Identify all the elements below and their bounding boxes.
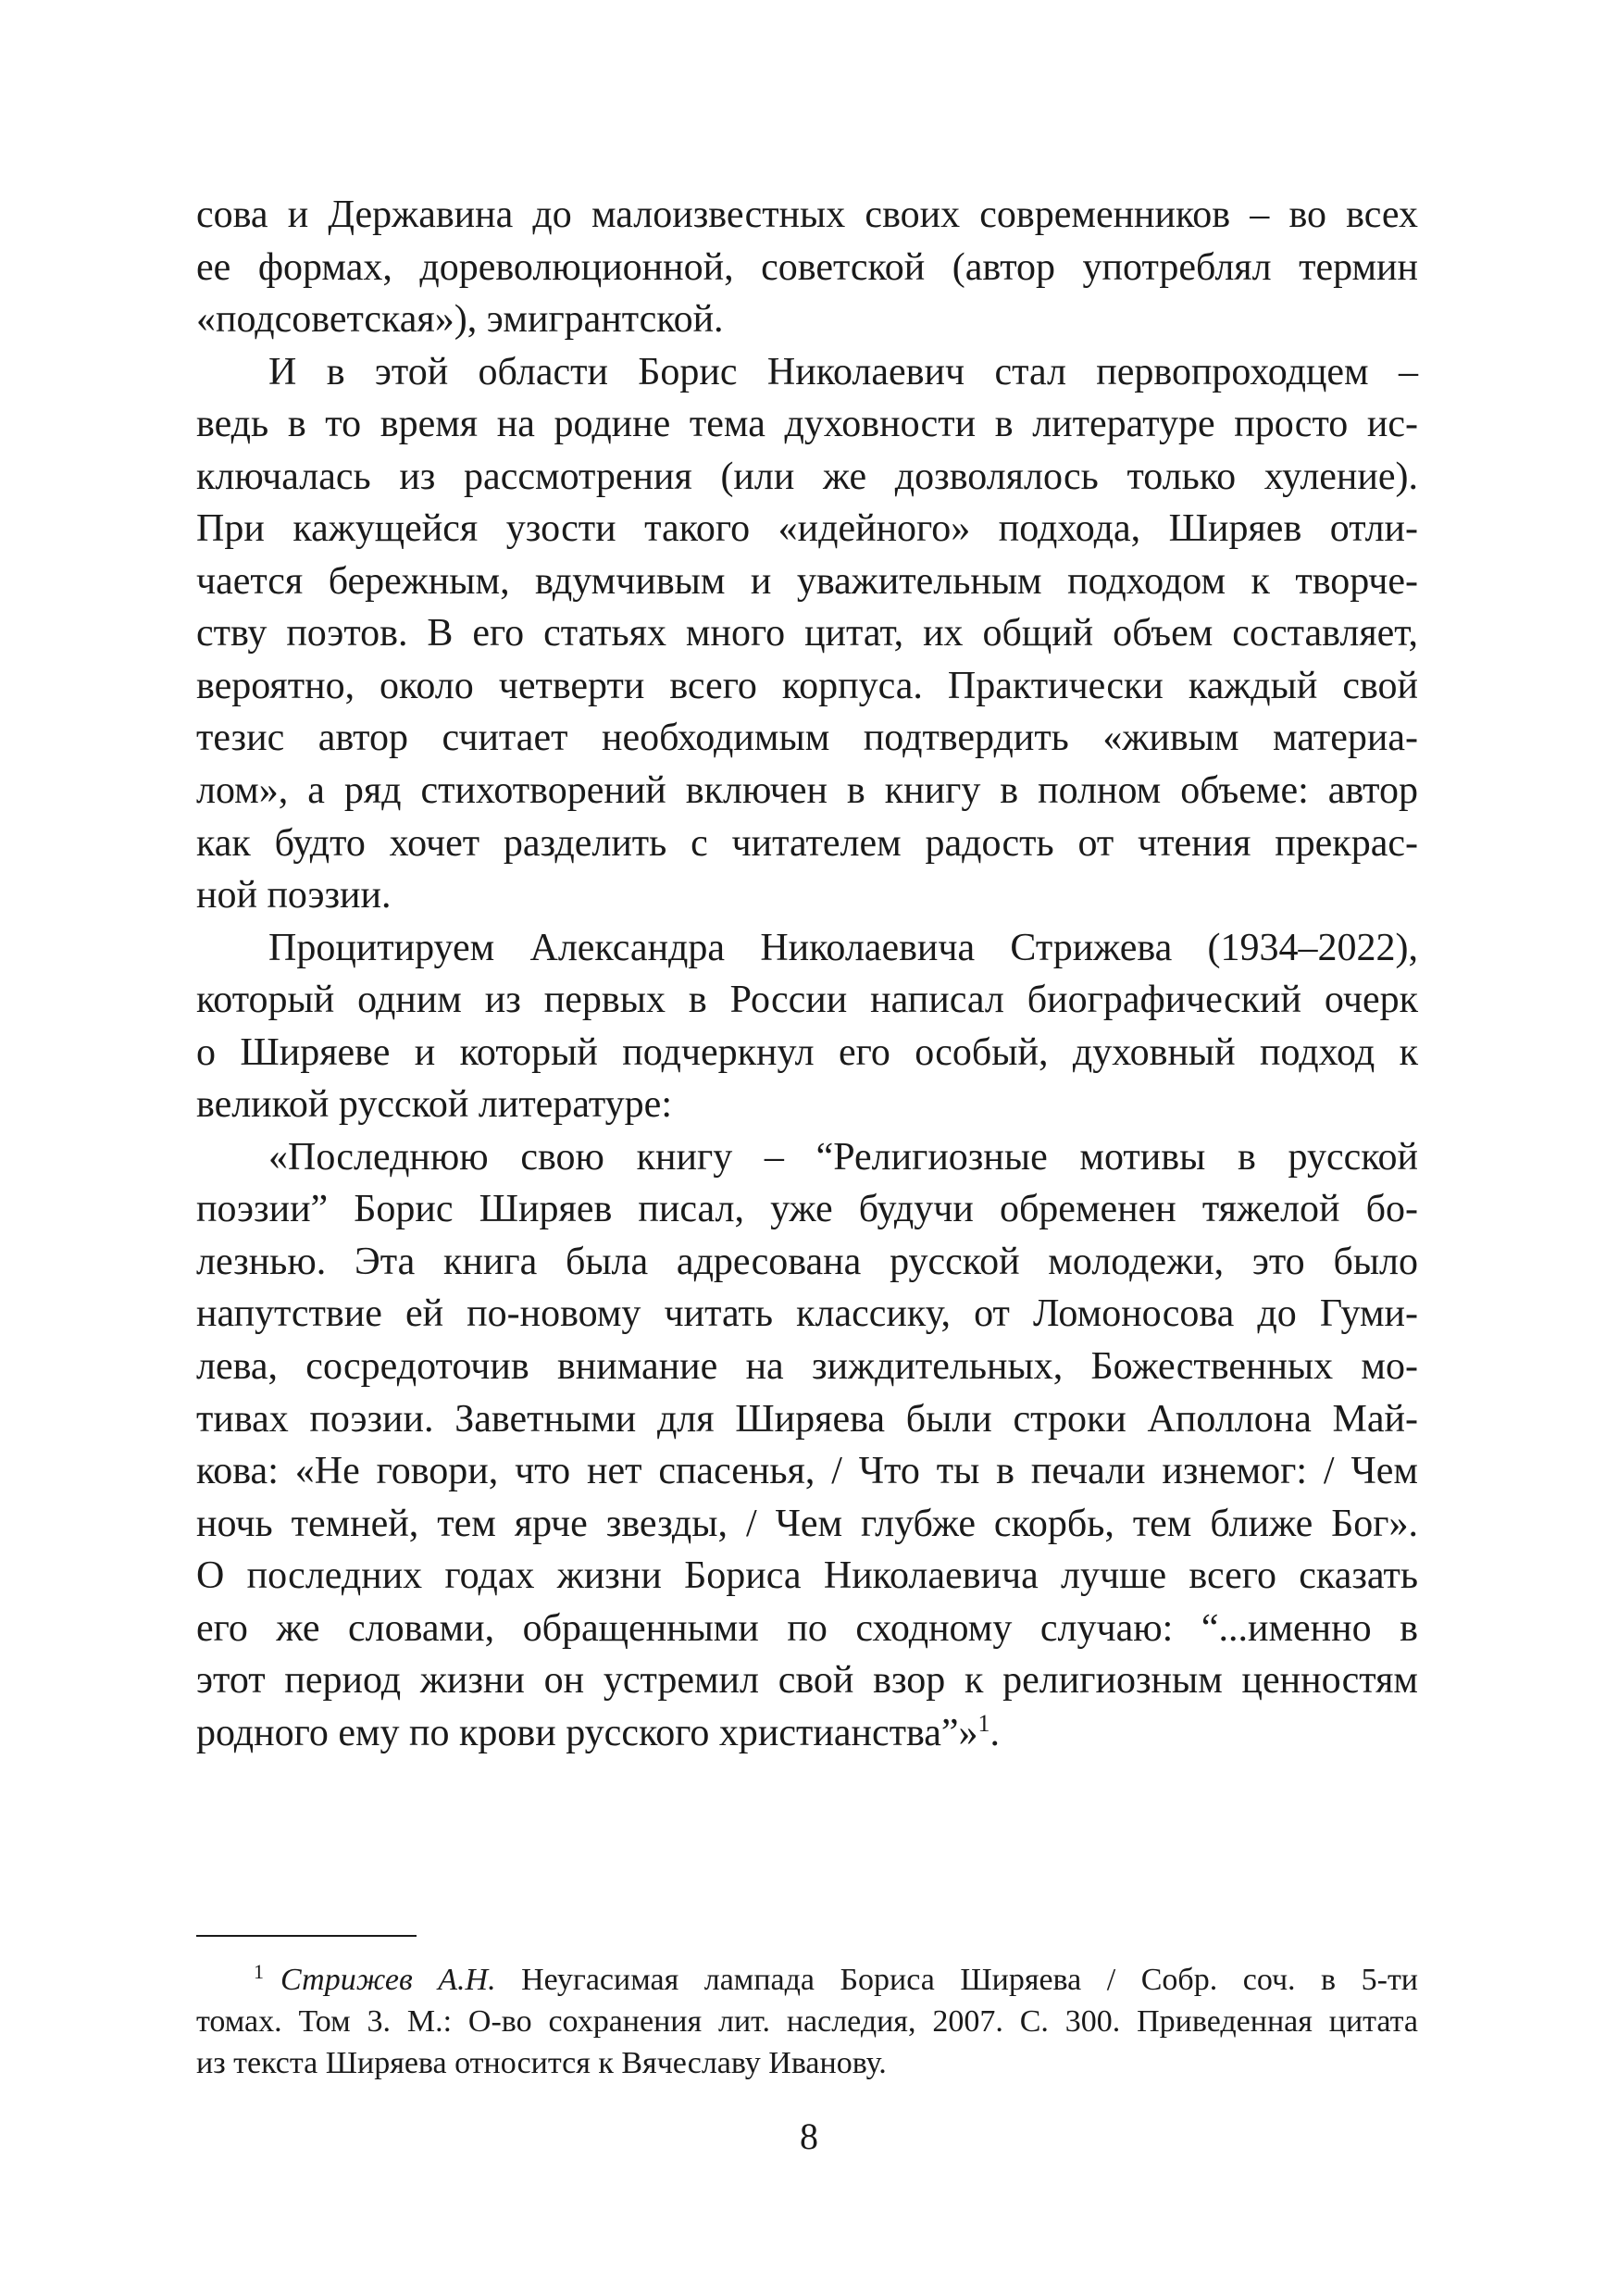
footnote-separator [196, 1935, 417, 1937]
footnote [196, 1959, 1418, 2084]
text-line: великой русской литературе: [196, 1083, 672, 1127]
text-line: ству поэтов. В его статьях много цитат, их общий объем составляет, [196, 612, 1418, 655]
text-line: родного ему по крови русского христианства”» [196, 1711, 978, 1754]
text-line: лезнью. Эта книга была адресована русской молодежи, это было [196, 1240, 1418, 1283]
footnote-number: 1 [254, 1959, 264, 1983]
text-line: О последних годах жизни Бориса Николаевича лучше всего сказать [196, 1554, 1418, 1598]
text-line: «подсоветская»), эмигрантской. [196, 298, 724, 342]
paragraph-first-line: «Последнюю свою книгу – “Религиозные мотивы в русской [268, 1135, 1418, 1179]
text-line: ведь в то время на родине тема духовности в литературе просто ис- [196, 403, 1418, 446]
footnote-line: томах. Том 3. М.: О-во сохранения лит. наследия, 2007. С. 300. Приведенная цитата [196, 2004, 1418, 2039]
footnote-reference[interactable]: 1 [977, 1709, 990, 1737]
text-line: который одним из первых в России написал биографический очерк [196, 979, 1418, 1022]
text-line-last [196, 1707, 1418, 1760]
text-line: напутствие ей по-новому читать классику, от Ломоносова до Гуми- [196, 1292, 1418, 1336]
text-line: тивах поэзии. Заветными для Ширяева были строки Аполлона Май- [196, 1397, 1418, 1441]
paragraph-first-line: И в этой области Борис Николаевич стал первопроходцем – [268, 350, 1418, 393]
text-line: поэзии” Борис Ширяев писал, уже будучи обременен тяжелой бо- [196, 1188, 1418, 1231]
text-line: ной поэзии. [196, 874, 392, 917]
footnote-line: из текста Ширяева относится к Вячеславу Иванову. [196, 2046, 887, 2080]
footnote-text: Неугасимая лампада Бориса Ширяева / Собр. соч. в 5-ти [495, 1963, 1418, 1997]
text-line: тезис автор считает необходимым подтвердить «живым материа- [196, 717, 1418, 760]
text-line: При кажущейся узости такого «идейного» подхода, Ширяев отли- [196, 507, 1418, 551]
text-line: его же словами, обращенными по сходному случаю: “...именно в [196, 1606, 1418, 1650]
text-line: сова и Державина до малоизвестных своих современников – во всех [196, 193, 1418, 236]
text-line: ее формах, дореволюционной, советской (автор употреблял термин [196, 245, 1418, 289]
text-line: ключалась из рассмотрения (или же дозволялось только хуление). [196, 455, 1418, 498]
text-line: этот период жизни он устремил свой взор к религиозным ценностям [196, 1659, 1418, 1703]
text-line: чается бережным, вдумчивым и уважительным подходом к творче- [196, 559, 1418, 603]
text-line: ночь темней, тем ярче звезды, / Чем глубже скорбь, тем ближе Бог». [196, 1502, 1418, 1545]
footnote-author: Стрижев А.Н. [280, 1963, 496, 1997]
page-number: 8 [800, 2115, 818, 2157]
paragraph-first-line: Процитируем Александра Николаевича Стрижева (1934–2022), [268, 926, 1418, 969]
text-line: лом», а ряд стихотворений включен в книгу в полном объеме: автор [196, 769, 1418, 813]
text-line: лева, сосредоточив внимание на зиждительных, Божественных мо- [196, 1345, 1418, 1389]
text-line-tail: . [989, 1711, 1001, 1754]
text-line: вероятно, около четверти всего корпуса. Практически каждый свой [196, 664, 1418, 707]
body-text [196, 189, 1418, 1759]
text-line: о Ширяеве и который подчеркнул его особый, духовный подход к [196, 1030, 1418, 1074]
footnote-line [196, 1959, 1418, 2001]
text-line: кова: «Не говори, что нет спасенья, / Что ты в печали изнемог: / Чем [196, 1450, 1418, 1493]
text-line: как будто хочет разделить с читателем радость от чтения прекрас- [196, 821, 1418, 865]
